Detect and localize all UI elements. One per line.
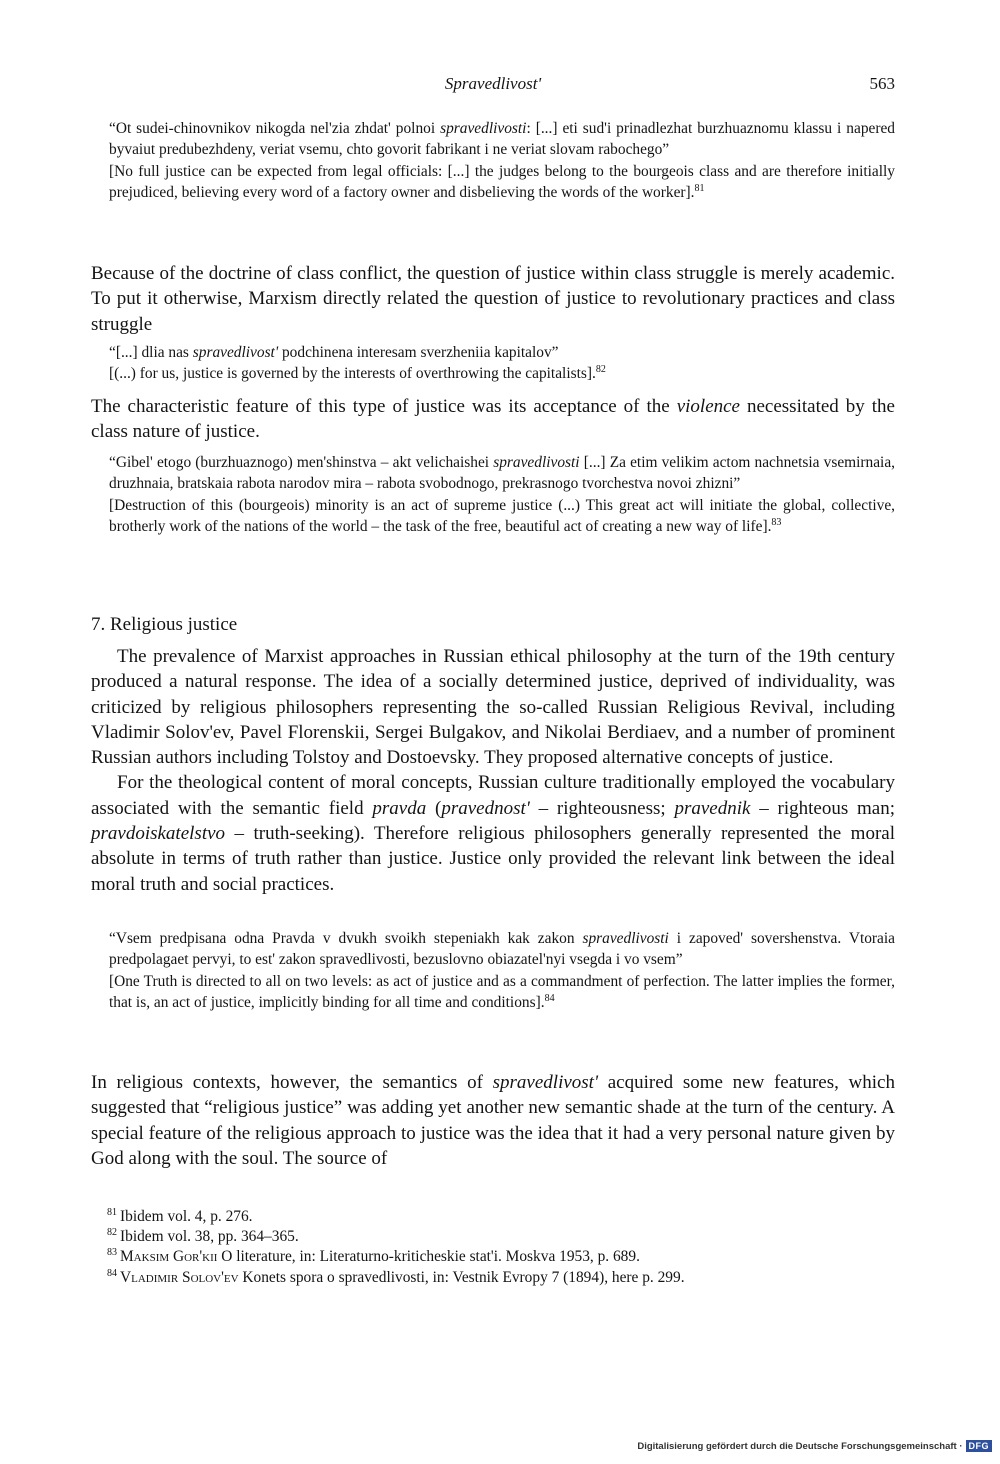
footnotes [107, 1207, 897, 1288]
paragraph [91, 644, 895, 897]
text-run: Ibidem vol. 4, p. 276. [120, 1208, 253, 1225]
page-number: 563 [869, 74, 895, 93]
text-run: – righteousness; [529, 797, 675, 819]
text-run: acquired some new features, which suggested that “religious justice” was adding yet another new semantic shade at the turn of the century. A special feature of the religious approach to justice was the idea that it had a very personal nature given by God along with the soul. The source of [91, 1072, 895, 1169]
italic-term: pravednik [674, 797, 751, 819]
paragraph-text [91, 770, 895, 896]
footnote [107, 1207, 897, 1227]
text-run: [...] Za etim velikim actom nachnetsia vsemirnaia, druzhnaia, bratskaia rabota narodov mira – rabota svobodnogo, prekrasnogo tvorchestva novoi zhizni” [109, 454, 896, 493]
text-run: “Gibel' etogo (burzhuaznogo) men'shinstva – akt velichaishei [109, 454, 494, 471]
text-run: Konets spora o spravedlivosti, in: Vestnik Evropy 7 (1894), here p. 299. [238, 1268, 685, 1286]
text-run: O literature, in: Literaturno-kriticheskie stat'i. Moskva 1953, p. 689. [217, 1248, 640, 1266]
dfg-logo-icon[interactable]: DFG [966, 1440, 993, 1452]
text-run: [Destruction of this (bourgeois) minority is an act of supreme justice (...) This great act will initiate the global, collective, brotherly work of the nations of the world – the task of the free, beautiful act of creating a new way of life]. [109, 496, 895, 535]
quote-translation [109, 363, 895, 384]
quote-russian [109, 342, 895, 363]
block-quote-81 [109, 118, 895, 203]
text-run: i zapoved' sovershenstva. Vtoraia predpolagaet pervyi, to est' zakon spravedlivosti, bezuslovno obiazatel'nyi vsegda i vo vsem” [109, 930, 895, 969]
quote-translation [109, 495, 895, 538]
digitization-credit [637, 1438, 992, 1454]
italic-term: spravedlivosti [493, 454, 580, 471]
text-run: The characteristic feature of this type of justice was its acceptance of the [91, 396, 677, 417]
italic-term: violence [676, 396, 740, 417]
text-run: ( [426, 797, 442, 819]
paragraph-text [91, 261, 895, 337]
quote-translation [109, 161, 895, 204]
italic-term: spravedlivost' [192, 344, 279, 361]
footnote [107, 1247, 897, 1267]
footnote-marker: 84 [107, 1267, 117, 1279]
text-run: Because of the doctrine of class conflict, the question of justice within class struggle is merely academic. To put it otherwise, Marxism directly related the question of justice to revolutionary practices and class struggle [91, 263, 895, 335]
paragraph [91, 394, 895, 445]
footnote [107, 1227, 897, 1247]
italic-term: spravedlivosti [582, 930, 669, 947]
text-run: [No full justice can be expected from legal officials: [...] the judges belong to the bourgeois class and are therefore initially prejudiced, believing every word of a factory owner and disbelieving the words of the worker]. [109, 162, 895, 201]
text-run: – righteous man; [750, 797, 896, 819]
digitization-note: Digitalisierung gefördert durch die Deutsche Forschungsgemeinschaft · [637, 1440, 963, 1452]
paragraph-text [91, 644, 895, 770]
text-run: Ibidem vol. 38, pp. 364–365. [120, 1228, 299, 1246]
quote-russian [109, 118, 895, 161]
text-run: – truth-seeking). Therefore religious philosophers generally represented the moral absolute in terms of truth rather than justice. Justice only provided the relevant link between the ideal moral truth and social practices. [91, 823, 895, 895]
paragraph [91, 1070, 895, 1171]
footnote-ref: 84 [544, 992, 555, 1004]
block-quote-82 [109, 342, 895, 385]
text-run: The prevalence of Marxist approaches in Russian ethical philosophy at the turn of the 19th century produced a natural response. The idea of a socially determined justice, deprived of individuality, was criticized by religious philosophers representing the so-called Russian Religious Revival, including Vladimir Solov'ev, Pavel Florenskii, Sergei Bulgakov, and Nikolai Berdiaev, and a number of prominent Russian authors including Tolstoy and Dostoevsky. They proposed alternative concepts of justice. [91, 646, 895, 769]
text-run: For the theological content of moral concepts, Russian culture traditionally employed the vocabulary associated with the semantic field [91, 772, 895, 819]
text-run: “[...] dlia nas [109, 344, 193, 361]
text-run: : [...] eti sud'i prinadlezhat burzhuaznomu klassu i napered byvaiut predubezhdeny, veriat vsemu, chto govorit fabrikant i ne veriat slovam rabochego” [109, 120, 895, 159]
footnote-ref: 81 [694, 182, 705, 194]
text-run: “Ot sudei-chinovnikov nikogda nel'zia zhdat' polnoi [109, 120, 441, 137]
quote-russian [109, 928, 895, 971]
running-title: Spravedlivost' [444, 74, 542, 93]
footnote-marker: 83 [107, 1247, 117, 1259]
paragraph [91, 261, 895, 337]
text-run: [One Truth is directed to all on two levels: as act of justice and as a commandment of perfection. The latter implies the former, that is, an act of justice, implicitly binding for all time and conditions]. [109, 972, 895, 1011]
italic-term: pravda [372, 797, 427, 819]
text-run: podchinena interesam sverzheniia kapitalov” [278, 344, 559, 361]
section-heading: 7. Religious justice [91, 614, 238, 635]
italic-term: spravedlivosti [440, 120, 527, 137]
text-run: necessitated by the class nature of justice. [91, 396, 895, 443]
italic-term: pravednost' [441, 797, 530, 819]
text-run: [(...) for us, justice is governed by the interests of overthrowing the capitalists]. [109, 365, 596, 383]
paragraph-text [91, 394, 895, 445]
footnote-ref: 83 [771, 516, 782, 528]
text-run: “Vsem predpisana odna Pravda v dvukh svoikh stepeniakh kak zakon [109, 930, 583, 947]
footnote [107, 1268, 897, 1288]
paragraph-text [91, 1070, 895, 1171]
author-name: Vladimir Solov'ev [120, 1268, 239, 1286]
quote-translation [109, 971, 895, 1014]
author-name: Maksim Gor'kii [120, 1248, 218, 1266]
block-quote-83 [109, 452, 895, 537]
text-run: In religious contexts, however, the semantics of [91, 1072, 493, 1093]
block-quote-84 [109, 928, 895, 1013]
italic-term: spravedlivost' [492, 1072, 599, 1093]
footnote-marker: 82 [107, 1227, 117, 1239]
running-head [91, 74, 895, 98]
italic-term: pravdoiskatelstvo [91, 823, 226, 845]
footnote-marker: 81 [107, 1207, 117, 1218]
quote-russian [109, 452, 895, 495]
footnote-ref: 82 [595, 364, 606, 376]
